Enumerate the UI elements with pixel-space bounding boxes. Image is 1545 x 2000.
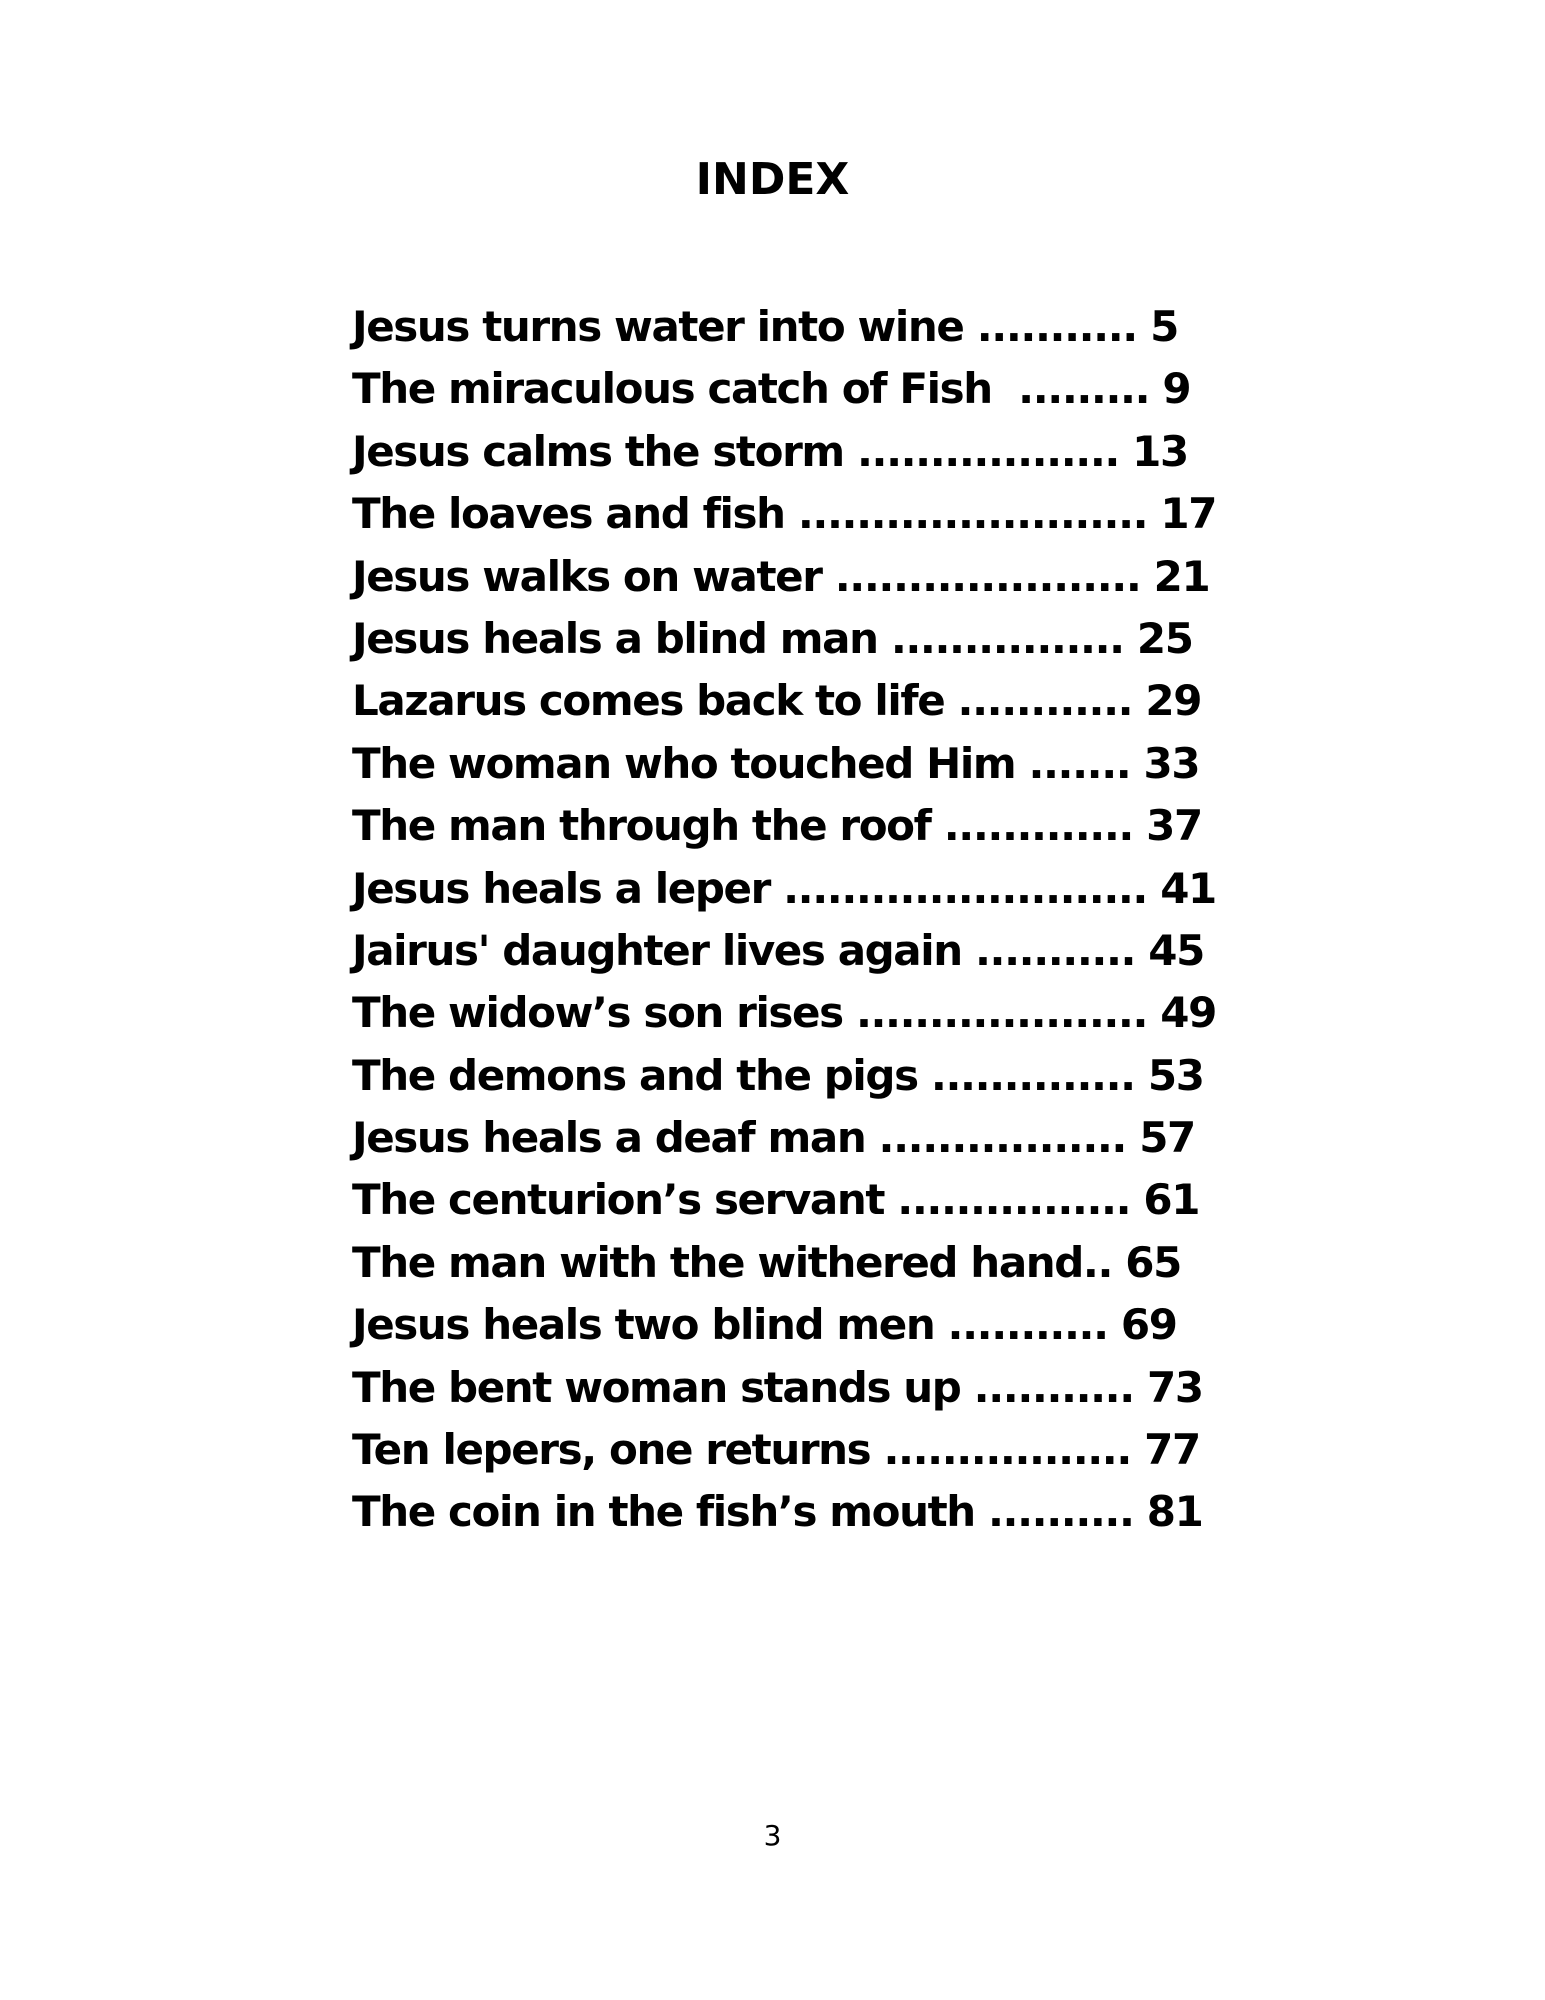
toc-entry: The centurion’s servant ................ 61 bbox=[352, 1175, 1200, 1225]
toc-entry: The widow’s son rises .................... 49 bbox=[352, 988, 1216, 1038]
toc-entry: The miraculous catch of Fish ......... 9 bbox=[352, 364, 1191, 414]
toc-entry: Jairus' daughter lives again ........... 45 bbox=[352, 925, 1204, 975]
index-title: INDEX bbox=[695, 154, 850, 205]
toc-entry: The man through the roof ............. 37 bbox=[352, 801, 1202, 851]
toc-entry: The demons and the pigs .............. 53 bbox=[352, 1050, 1204, 1100]
toc-entry: Lazarus comes back to life ............ 29 bbox=[352, 676, 1202, 726]
toc-entry: The loaves and fish ........................ 17 bbox=[352, 489, 1217, 539]
toc-entry: Jesus turns water into wine ........... 5 bbox=[352, 302, 1178, 351]
page-number: 3 bbox=[763, 1819, 782, 1852]
table-of-contents bbox=[352, 296, 1217, 1544]
toc-entry: Jesus calms the storm .................. 13 bbox=[352, 426, 1188, 476]
toc-entry: Jesus heals a leper ......................... 41 bbox=[352, 863, 1216, 913]
toc-entry: The bent woman stands up ........... 73 bbox=[352, 1362, 1203, 1412]
toc-entry: The man with the withered hand.. 65 bbox=[352, 1237, 1181, 1287]
toc-entry: The woman who touched Him ....... 33 bbox=[352, 738, 1200, 788]
toc-entry: Jesus heals a deaf man ................. 57 bbox=[352, 1113, 1195, 1163]
toc-entry: Jesus heals two blind men ........... 69 bbox=[352, 1300, 1177, 1350]
toc-entry: Ten lepers, one returns ................. 77 bbox=[352, 1425, 1200, 1475]
toc-entry: The coin in the fish’s mouth .......... 81 bbox=[352, 1487, 1203, 1537]
toc-entry: Jesus heals a blind man ................ 25 bbox=[352, 613, 1193, 663]
toc-entry: Jesus walks on water ..................... 21 bbox=[352, 551, 1210, 601]
